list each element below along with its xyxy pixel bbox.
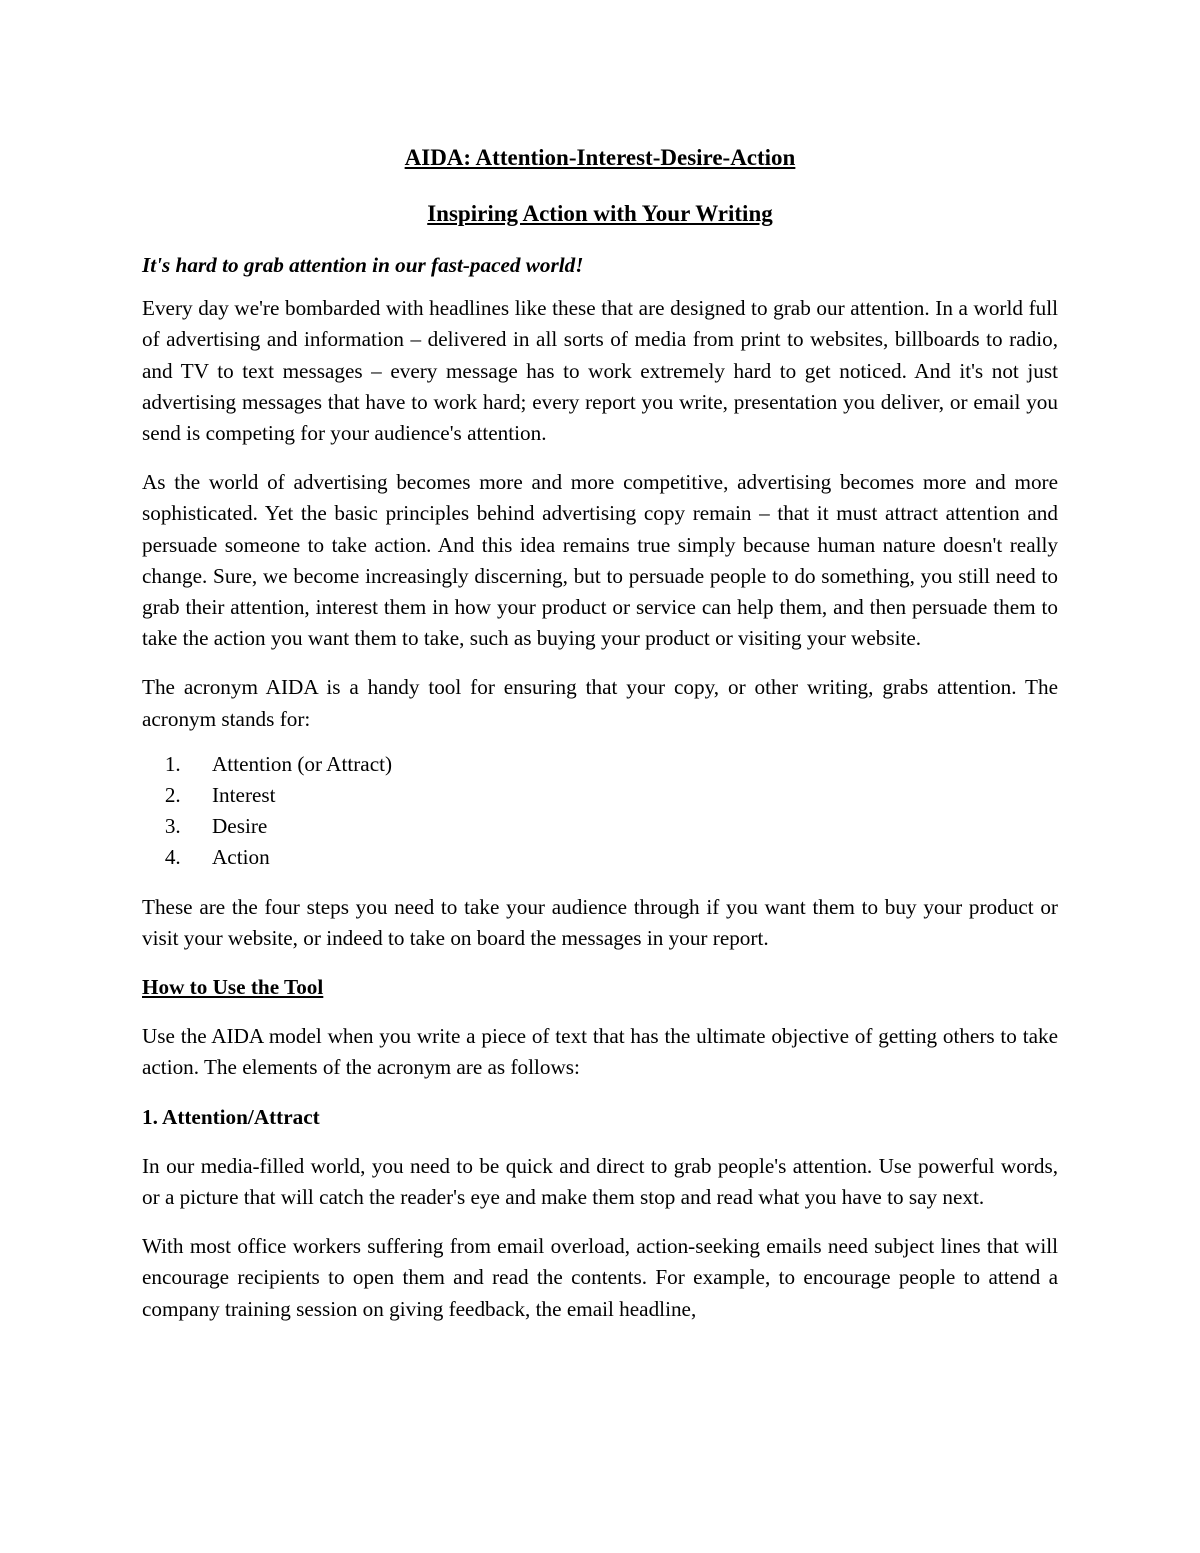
how-to-paragraph: Use the AIDA model when you write a piece of text that has the ultimate objective of getting others to take action. The elements of the acronym are as follows: <box>142 1024 1058 1080</box>
attention-paragraph-2: With most office workers suffering from email overload, action-seeking emails need subject lines that will encourage recipients to open them and read the contents. For example, to encourage people to attend a company training session on giving feedback, the email headline, <box>142 1234 1058 1321</box>
list-item: 3. Desire <box>186 811 1058 842</box>
document-page <box>142 142 1058 1343</box>
after-steps-paragraph: These are the four steps you need to take your audience through if you want them to buy your product or visit your website, or indeed to take on board the messages in your report. <box>142 894 1058 950</box>
paragraph-1: Every day we're bombarded with headlines like these that are designed to grab our attention. In a world full of advertising and information – delivered in all sorts of media from print to websites, billboards to radio, and TV to text messages – every message has to work extremely hard to get noticed. And it's not just advertising messages that have to work hard; every report you write, presentation you deliver, or email you send is competing for your audience's attention. <box>142 296 1058 446</box>
document-subtitle: Inspiring Action with Your Writing <box>427 201 773 226</box>
aida-steps-list <box>142 749 1058 874</box>
paragraph-3: The acronym AIDA is a handy tool for ensuring that your copy, or other writing, grabs attention. The acronym stands for: <box>142 675 1058 731</box>
document-title: AIDA: Attention-Interest-Desire-Action <box>404 145 796 170</box>
intro-heading: It's hard to grab attention in our fast-paced world! <box>142 253 584 277</box>
how-to-heading: How to Use the Tool <box>142 975 324 1000</box>
list-item: 2. Interest <box>186 780 1058 811</box>
attention-heading: 1. Attention/Attract <box>142 1104 320 1129</box>
attention-paragraph-1: In our media-filled world, you need to be quick and direct to grab people's attention. Use powerful words, or a picture that will catch the reader's eye and make them stop and read what you have to say next. <box>142 1153 1058 1210</box>
paragraph-2: As the world of advertising becomes more and more competitive, advertising becomes more and more sophisticated. Yet the basic principles behind advertising copy remain – that it must attract attention and persuade someone to take action. And this idea remains true simply because human nature doesn't really change. Sure, we become increasingly discerning, but to persuade people to do something, you still need to grab their attention, interest them in how your product or service can help them, and then persuade them to take the action you want them to take, such as buying your product or visiting your website. <box>142 470 1058 651</box>
list-item: 1. Attention (or Attract) <box>186 749 1058 780</box>
list-item: 4. Action <box>186 842 1058 873</box>
